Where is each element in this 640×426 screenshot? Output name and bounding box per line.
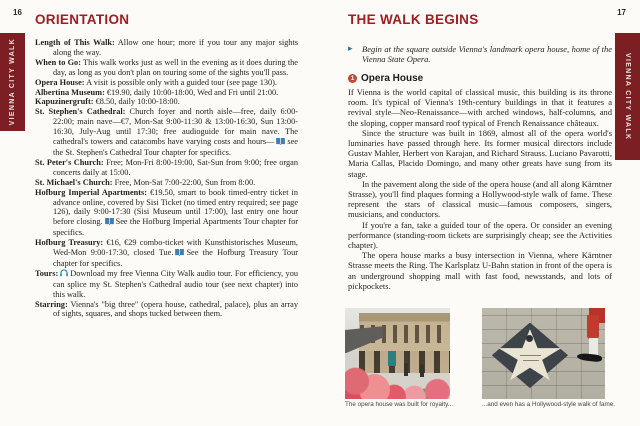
entry-text: Allow one hour; more if you tour any major sights along the way. [53,38,298,57]
page-right [320,0,640,426]
section-heading-orientation: ORIENTATION [35,12,130,27]
entry-label: Length of This Walk: [35,38,115,47]
book-icon [175,249,184,259]
photo-caption: The opera house was built for royalty... [345,401,454,408]
entry-label: Albertina Museum: [35,87,105,97]
page-number-right: 17 [617,8,626,17]
star-inscription [523,360,539,361]
headphones-icon [60,269,68,280]
walk-instruction [348,44,612,64]
list-item-tours [35,269,298,300]
entry-label: When to Go: [35,57,81,67]
entry-text: Download my free Vienna City Walk audio tour. For efficiency, you can splice my St. Stephen's Cathedral audio tour (see next chapter) into this walk. [53,268,298,299]
entry-label: Starring: [35,299,68,309]
entry-text: Free; Mon-Fri 8:00-19:00, Sat-Sun from 9:00; free organ concerts daily at 15:00. [53,157,299,177]
photo-caption: ...and even has a Hollywood-style walk of fame. [482,401,616,408]
list-item-albertina [35,88,298,98]
star-inscription [520,355,541,356]
list-item-starring [35,300,298,320]
list-item-st-stephens [35,107,298,158]
opera-house-photo [345,308,450,399]
chapter-tab-label: VIENNA CITY WALK [624,52,631,141]
entry-label: Hofburg Imperial Apartments: [35,187,148,197]
arrow-bullet-icon: ▸ [348,43,353,53]
entry-text: €16, €29 combo-ticket with Kunsthistorisches Museum, Wed-Mon 9:00-17:30, closed Tue. [53,238,298,258]
entry-text: A visit is possible only with a guided tour (see page 130). [86,77,277,87]
entry-label: St. Michael's Church: [35,177,113,187]
opera-house-text [348,87,612,291]
chapter-tab-label: VIENNA CITY WALK [9,38,16,126]
walk-begins-body [348,44,612,291]
list-item-kapuzinergruft [35,97,298,107]
orientation-list [35,38,298,319]
list-item-hofburg-treasury [35,238,298,269]
paragraph: In the pavement along the side of the opera house (and all along Kärntner Strasse), you'll find plaques forming a Hollywood-style walk of fame. These represent the stars of classical music—famous composers, singers, musicians, and conductors. [348,178,612,220]
list-item-hofburg-apartments [35,188,298,239]
entry-text: €19.90, daily 10:00-18:00, Wed and Fri until 21:00. [106,87,279,97]
entry-text: Vienna's "big three" (opera house, cathedral, palace), plus an array of sights, squares, and shops tucked between them. [53,299,298,319]
sight-heading-opera-house [348,73,612,84]
entry-text: See the Hofburg Treasury Tour chapter for specifics. [53,248,298,268]
entry-text: €8.50, daily 10:00-18:00. [95,97,180,107]
entry-text: Church foyer and north aisle—free, daily 6:00-22:00; main nave—€7, Mon-Sat 9:00-11:30 & 13:00-16:30, Sun 13:00-16:30, July-Aug until 17:30; free audioguide for main nave. The cathedral's towers and catacombs have varying costs and hours— [53,107,298,147]
list-item-st-peters [35,158,298,178]
book-icon [276,138,285,148]
list-item-opera-house [35,78,298,88]
list-item-st-michaels [35,178,298,188]
entry-text: see the St. Stephen's Cathedral Tour chapter for specifics. [53,137,298,157]
chapter-tab-right [615,33,640,160]
sight-number-badge: 1 [348,74,357,83]
paragraph: The opera house marks a busy intersection in Vienna, where Kärntner Strasse meets the Ring. The Karlsplatz U-Bahn station in front of the opera is an underground shopping mall with fast food, newsstands, and lots of pickpockets. [348,250,612,291]
paragraph: If you're a fan, take a guided tour of the opera. Or consider an evening performance (standing-room tickets are surprisingly cheap; see the Activities chapter). [348,219,612,251]
sight-title: Opera House [361,73,424,84]
paragraph: Since the structure was built in 1869, almost all of the opera world's luminaries have passed through here. Its former musical directors include Gustav Mahler, Herbert von Karajan, and Richard Strauss. Luciano Pavarotti, Maria Callas, Placido Domingo, and many other greats have sung from its stage. [348,127,612,179]
paragraph: If Vienna is the world capital of classical music, this building is its throne room. It's typical of Vienna's 19th-century buildings in that it features a revival style—Neo-Renaissance—with arched windows, half-columns, and the sloping, copper mansard roof typical of French Renaissance châteaux. [348,87,612,128]
walk-instruction-text: Begin at the square outside Vienna's landmark opera house, home of the Vienna State Opera. [362,44,612,64]
list-item-length [35,38,298,58]
opera-house-photo-figure [345,308,454,408]
entry-label: St. Peter's Church: [35,157,104,167]
entry-label: Hofburg Treasury: [35,238,104,248]
entry-label: Opera House: [35,77,85,87]
entry-text: €19.50, smart to book timed-entry ticket in advance online, covered by Sisi Ticket (no timed entry required; see page 126), daily 9:00-17:30 (Sisi Museum until 17:00), last entry one hour before closing. [53,187,298,227]
entry-label: Tours: [35,268,59,278]
list-item-when-to-go [35,58,298,78]
rose-bushes [345,352,450,399]
walk-of-fame-photo [482,308,605,399]
chapter-tab-left [0,33,25,131]
entry-label: St. Stephen's Cathedral: [35,107,126,117]
section-heading-walk-begins: THE WALK BEGINS [348,12,479,27]
entry-label: Kapuzinergruft: [35,97,94,107]
costumed-person-shoe [576,353,601,363]
entry-text: Free, Mon-Sat 7:00-22:00, Sun from 8:00. [114,177,256,187]
entry-text: See the Hofburg Imperial Apartments Tour chapter for specifics. [53,217,298,238]
book-icon [105,218,114,228]
page-number-left: 16 [13,8,22,17]
costumed-person-breeches [587,315,599,339]
entry-text: This walk works just as well in the evening as it does during the day, as long as you don't plan on touring some of the sights you'll pass. [53,57,298,77]
walk-of-fame-photo-figure [482,308,616,408]
